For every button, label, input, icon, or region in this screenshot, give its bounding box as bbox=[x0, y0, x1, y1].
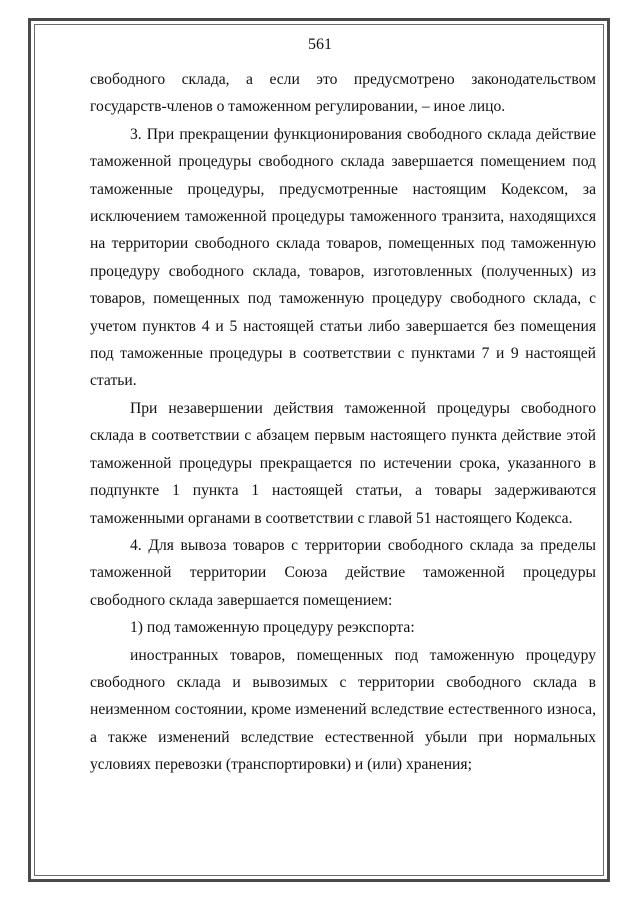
paragraph-item-4: 4. Для вывоза товаров с территории свободного склада за пределы таможенной территории Союза действие таможенной процедуры свободного склада завершается помещением: bbox=[90, 536, 596, 609]
document-body bbox=[90, 66, 596, 779]
paragraph-continuation: свободного склада, а если это предусмотрено законодательством государств-членов о таможенном регулировании, – иное лицо. bbox=[90, 71, 596, 116]
paragraph-item-3: 3. При прекращении функционирования свободного склада действие таможенной процедуры свободного склада завершается помещением под таможенные процедуры, предусмотренные настоящим Кодексом, за исключением таможенной процедуры таможенного транзита, находящихся на территории свободного склада товаров, помещенных под таможенную процедуру свободного склада, товаров, изготовленных (полученных) из товаров, помещенных под таможенную процедуру свободного склада, с учетом пунктов 4 и 5 настоящей статьи либо завершается без помещения под таможенные процедуры в соответствии с пунктами 7 и 9 настоящей статьи. bbox=[90, 125, 596, 390]
paragraph-item-3-second: При незавершении действия таможенной процедуры свободного склада в соответствии с абзацем первым настоящего пункта действие этой таможенной процедуры прекращается по истечении срока, указанного в подпункте 1 пункта 1 настоящей статьи, а товары задерживаются таможенными органами в соответствии с главой 51 настоящего Кодекса. bbox=[90, 399, 596, 527]
paragraph-subitem-1-text: иностранных товаров, помещенных под таможенную процедуру свободного склада и вывозимых с территории свободного склада в неизменном состоянии, кроме изменений вследствие естественного износа, а также изменений вследствие естественной убыли при нормальных условиях перевозки (транспортировки) и (или) хранения; bbox=[90, 646, 596, 774]
page-number: 561 bbox=[308, 36, 332, 53]
paragraph-subitem-1: 1) под таможенную процедуру реэкспорта: bbox=[130, 619, 415, 637]
